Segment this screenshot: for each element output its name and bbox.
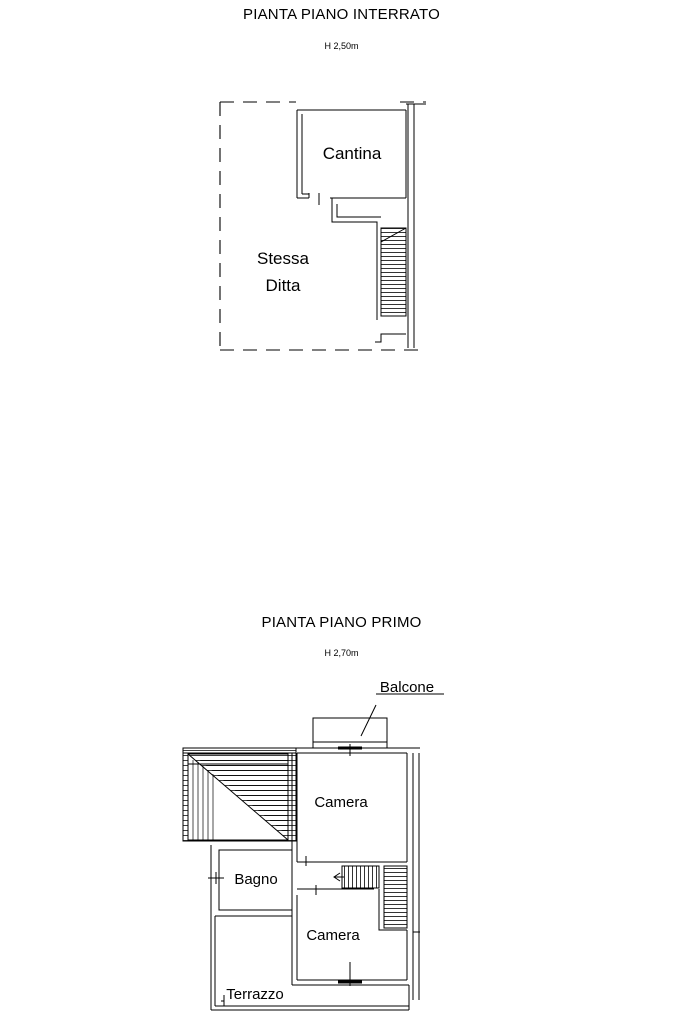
bagno-label: Bagno [234,871,278,888]
first-floor-plan [183,694,444,1010]
stessa-ditta-label-line1: Stessa [257,249,309,268]
first-floor-plan-height: H 2,70m [324,648,359,658]
stair-ramp-top-left [183,748,296,841]
cantina-label: Cantina [322,144,382,163]
basement-plan [220,102,426,350]
balcone-label: Balcone [379,679,435,696]
basement-stair-enclosure [332,198,406,342]
camera-top-label: Camera [314,794,368,811]
basement-plan-title: PIANTA PIANO INTERRATO [243,6,440,23]
basement-plan-height: H 2,50m [324,41,359,51]
first-floor-stair [297,862,407,930]
camera-bottom-label: Camera [306,927,360,944]
camera-top-window [338,744,362,756]
terrazzo-label: Terrazzo [226,986,284,1003]
balcony-outline [313,694,444,748]
first-floor-plan-title: PIANTA PIANO PRIMO [261,614,422,631]
stessa-ditta-label-line2: Ditta [265,276,301,295]
basement-right-wall [406,104,426,348]
